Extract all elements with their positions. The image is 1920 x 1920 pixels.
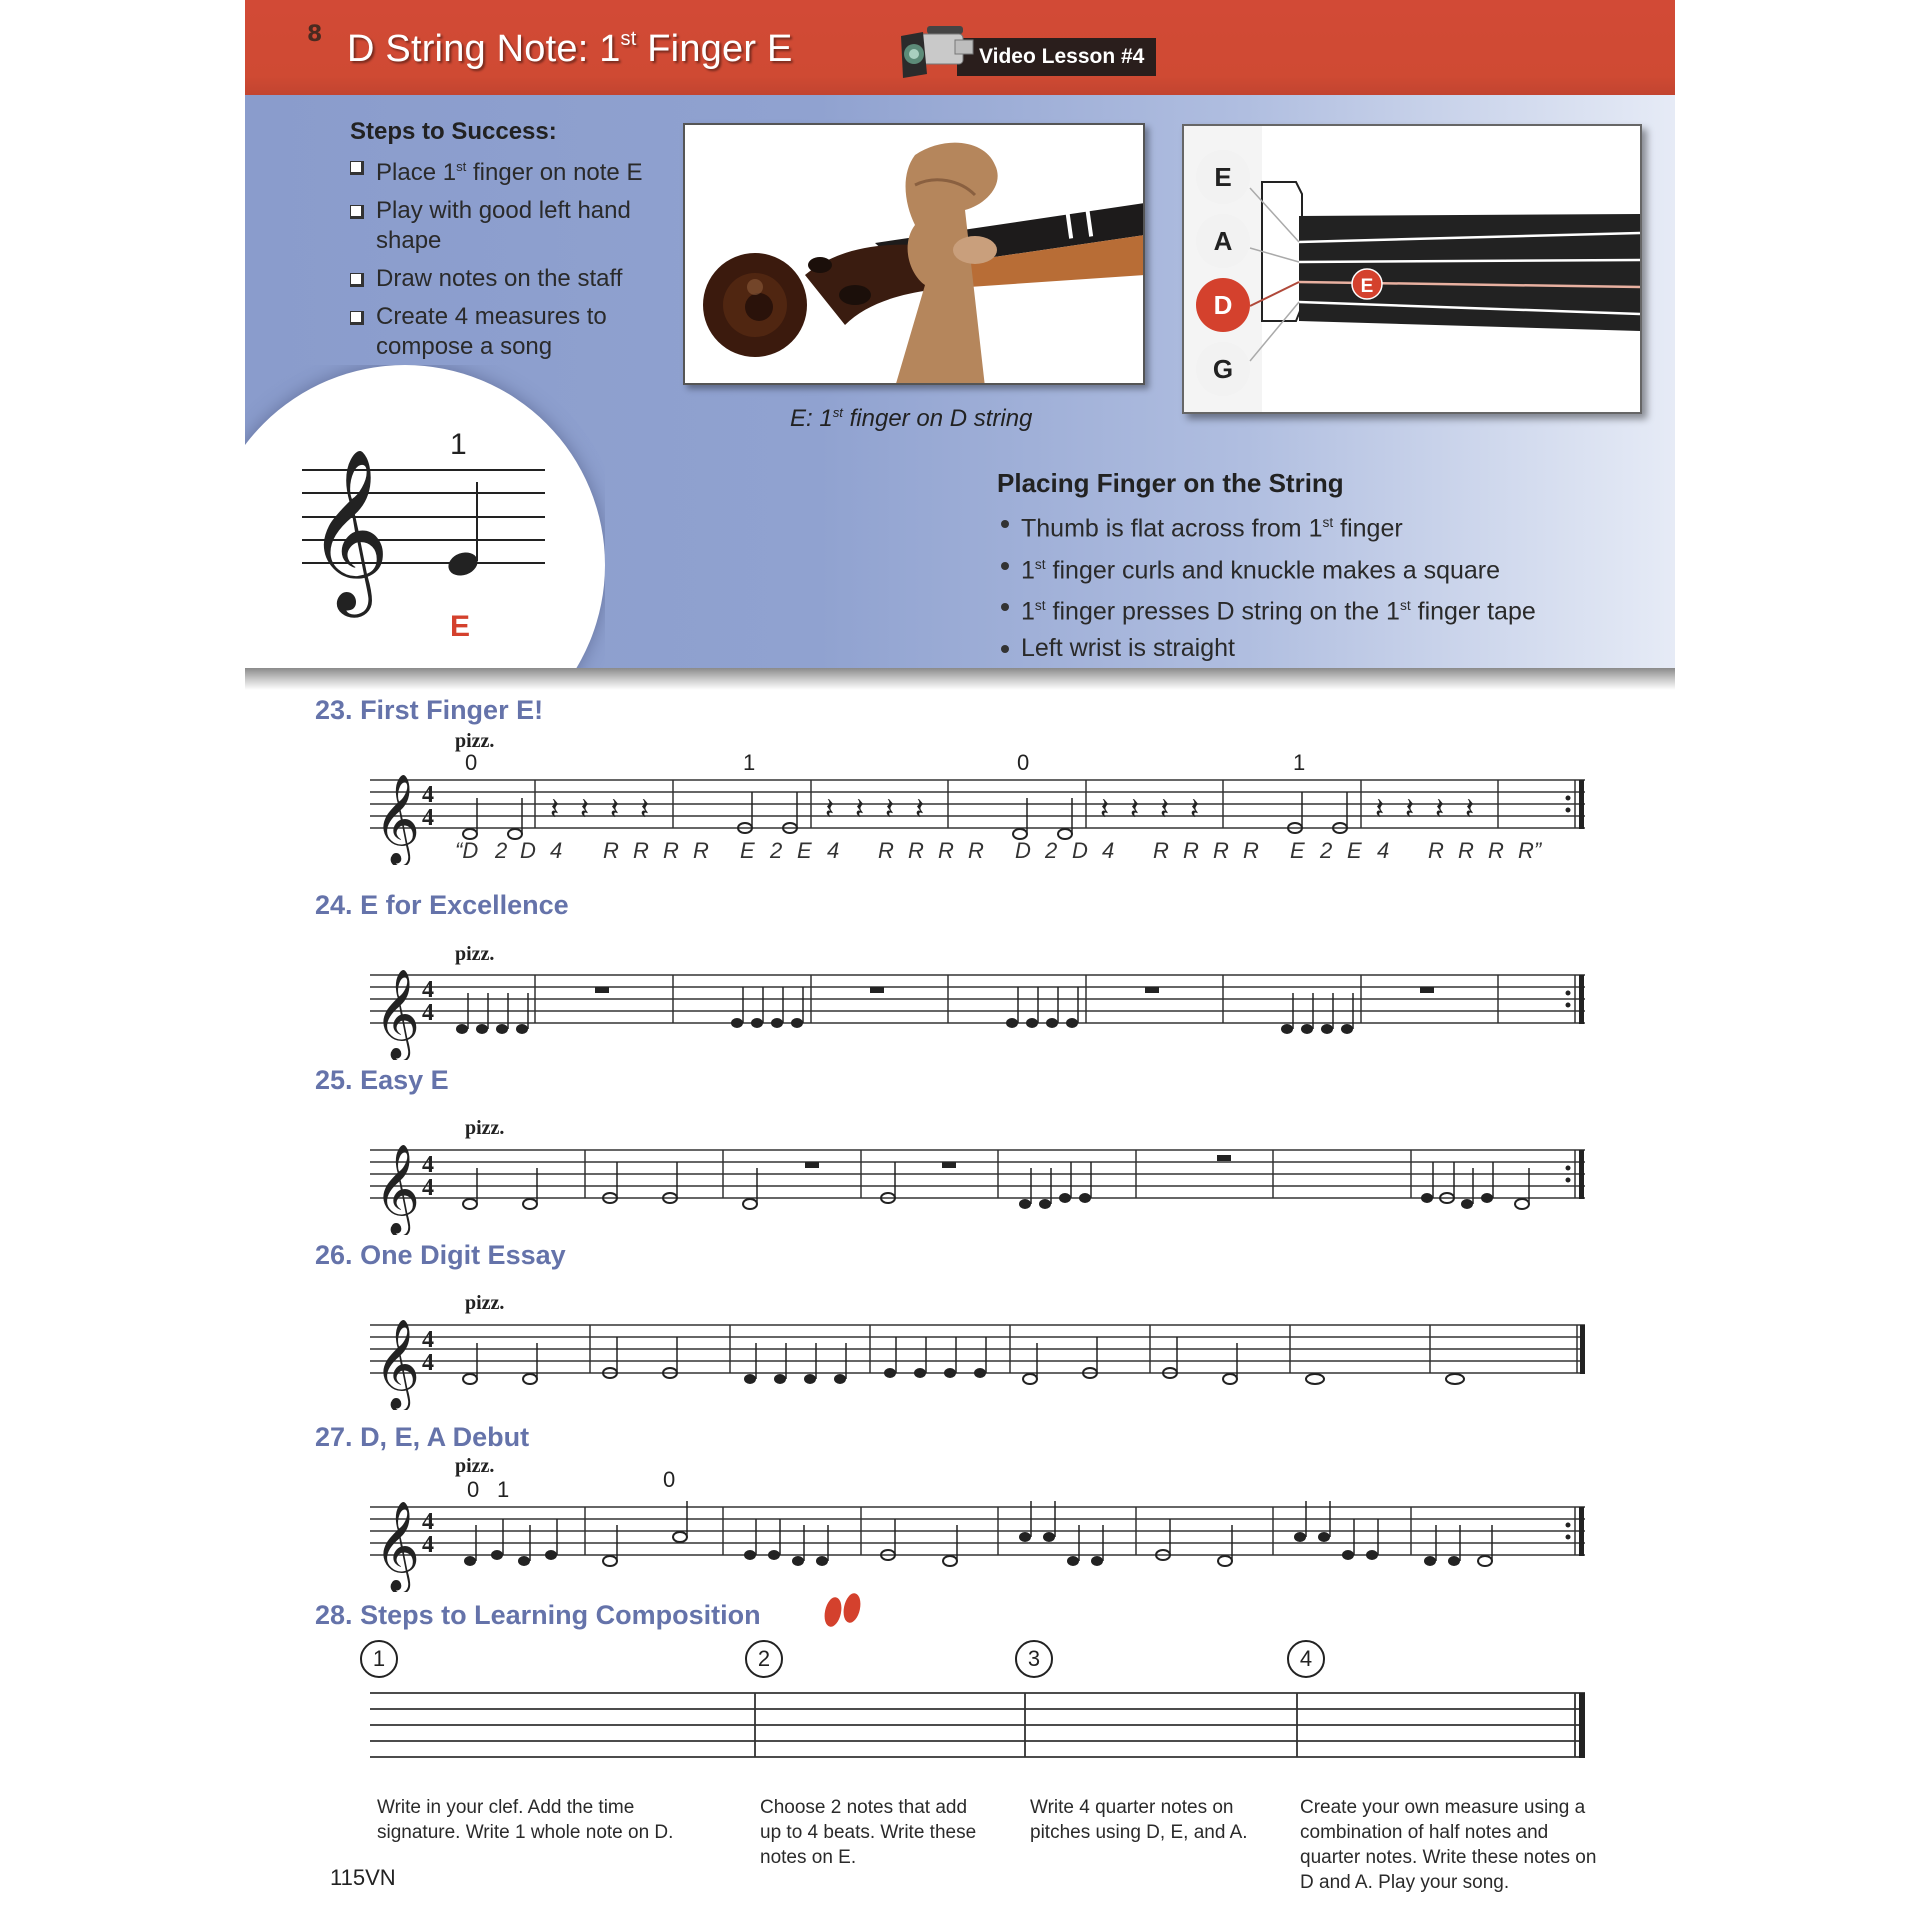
fingering: 1: [497, 1477, 510, 1502]
checklist-item[interactable]: Create 4 measures to compose a song: [350, 302, 670, 362]
svg-text:𝄽: 𝄽: [1100, 792, 1110, 827]
step-4-instructions: Create your own measure using a combination of half notes and quarter notes. Write these notes on D and A. Play your song.: [1300, 1797, 1597, 1893]
exercise-27-title: 27. D, E, A Debut: [315, 1422, 530, 1452]
exercise-25-title: 25. Easy E: [315, 1065, 449, 1095]
checkbox-icon[interactable]: [350, 161, 364, 175]
fingering: 0: [1017, 750, 1030, 775]
bullet-item: Thumb is flat across from 1st finger: [997, 505, 1597, 547]
svg-text:𝄞: 𝄞: [374, 1501, 421, 1591]
page-title: D String Note: 1st Finger E: [347, 28, 793, 70]
page-number: 8: [307, 22, 323, 47]
photo-caption: E: 1st finger on D string: [790, 405, 1033, 433]
counting-lyrics: “D 2 D 4 R R R R E 2 E 4 R R R R D 2 D 4 R R R R E 2 E 4 R R R R”: [455, 838, 1542, 863]
svg-text:𝄽: 𝄽: [1465, 792, 1475, 827]
bullet-item: Left wrist is straight: [997, 630, 1597, 666]
steps-heading: Steps to Success:: [350, 118, 557, 145]
placing-heading: Placing Finger on the String: [997, 468, 1344, 498]
svg-text:4: 4: [422, 805, 434, 831]
fingering: 1: [743, 750, 756, 775]
svg-text:4: 4: [422, 1532, 434, 1558]
checkbox-icon[interactable]: [350, 205, 364, 219]
svg-text:𝄽: 𝄽: [885, 792, 895, 827]
placing-finger-section: [997, 468, 1597, 666]
svg-text:𝄽: 𝄽: [915, 792, 925, 827]
string-label-e: E: [1196, 150, 1250, 204]
svg-text:𝄞: 𝄞: [374, 1144, 421, 1234]
string-label-d: D: [1196, 278, 1250, 332]
video-camera-icon: [897, 22, 977, 82]
checkbox-icon[interactable]: [350, 311, 364, 325]
pizz-marking: pizz.: [455, 943, 495, 965]
svg-text:𝄽: 𝄽: [855, 792, 865, 827]
svg-text:𝄽: 𝄽: [1405, 792, 1415, 827]
exercise-23-title: 23. First Finger E!: [315, 695, 544, 725]
blank-composition-staff[interactable]: [370, 1685, 1595, 1765]
exercise-27-staff: [370, 1482, 1590, 1592]
svg-text:4: 4: [422, 1175, 434, 1201]
violin-hand-illustration: [685, 125, 1145, 385]
svg-text:4: 4: [422, 1509, 434, 1535]
svg-text:𝄽: 𝄽: [1130, 792, 1140, 827]
footsteps-icon: [818, 1590, 868, 1640]
bullet-item: 1st finger presses D string on the 1st finger tape: [997, 588, 1597, 630]
svg-text:𝄽: 𝄽: [640, 792, 650, 827]
step-3-instructions: Write 4 quarter notes on pitches using D, E, and A.: [1030, 1797, 1248, 1843]
fingering: 1: [1293, 750, 1306, 775]
svg-text:𝄞: 𝄞: [374, 1319, 421, 1409]
checklist-item[interactable]: Play with good left hand shape: [350, 196, 670, 256]
step-number-3: 3: [1015, 1640, 1053, 1678]
string-label-g: G: [1196, 342, 1250, 396]
step-number-4: 4: [1287, 1640, 1325, 1678]
svg-text:4: 4: [422, 782, 434, 808]
checkbox-icon[interactable]: [350, 273, 364, 287]
note-reference: [245, 365, 605, 668]
svg-text:𝄽: 𝄽: [580, 792, 590, 827]
fingerboard-graphic: [1184, 126, 1642, 414]
svg-text:4: 4: [422, 1350, 434, 1376]
svg-text:4: 4: [422, 1000, 434, 1026]
svg-text:𝄽: 𝄽: [1190, 792, 1200, 827]
fingering: 0: [465, 750, 478, 775]
pizz-marking: pizz.: [455, 1455, 495, 1477]
checklist-item[interactable]: Place 1st finger on note E: [350, 152, 670, 188]
pizz-marking: pizz.: [465, 1292, 505, 1314]
violin-photo: [683, 123, 1145, 385]
svg-text:𝄞: 𝄞: [374, 969, 421, 1059]
treble-clef-icon: 𝄞: [307, 448, 390, 611]
step-1-instructions: Write in your clef. Add the time signature. Write 1 whole note on D.: [377, 1797, 674, 1843]
checklist-item[interactable]: Draw notes on the staff: [350, 264, 670, 294]
string-diagram: [1182, 124, 1642, 414]
exercise-25-staff: [370, 1125, 1590, 1235]
note-e-staff: [245, 365, 605, 668]
step-2-instructions: Choose 2 notes that add up to 4 beats. Write these notes on E.: [760, 1797, 977, 1868]
method-book-page: [245, 0, 1675, 1920]
title-banner: [245, 0, 1675, 95]
svg-text:𝄽: 𝄽: [550, 792, 560, 827]
svg-text:𝄞: 𝄞: [374, 774, 421, 864]
steps-to-success: [350, 118, 670, 370]
panel-shadow: [245, 668, 1675, 690]
pizz-marking: pizz.: [455, 730, 495, 752]
step-number-2: 2: [745, 1640, 783, 1678]
svg-text:E: E: [1360, 276, 1374, 297]
pizz-marking: pizz.: [465, 1117, 505, 1139]
video-lesson-label[interactable]: Video Lesson #4: [957, 38, 1156, 76]
svg-text:𝄽: 𝄽: [825, 792, 835, 827]
string-label-a: A: [1196, 214, 1250, 268]
catalog-code: 115VN: [330, 1865, 396, 1890]
finger-number: 1: [450, 428, 467, 461]
exercise-24-title: 24. E for Excellence: [315, 890, 569, 920]
exercise-24-staff: [370, 950, 1590, 1060]
svg-text:𝄽: 𝄽: [1160, 792, 1170, 827]
step-number-1: 1: [360, 1640, 398, 1678]
svg-text:𝄽: 𝄽: [1375, 792, 1385, 827]
svg-text:𝄽: 𝄽: [610, 792, 620, 827]
exercise-28-title: 28. Steps to Learning Composition: [315, 1600, 761, 1630]
svg-text:𝄽: 𝄽: [1435, 792, 1445, 827]
fingering: 0: [467, 1477, 480, 1502]
exercise-26-staff: [370, 1300, 1590, 1410]
video-lesson-badge[interactable]: [897, 22, 1217, 78]
fingering: 0: [663, 1467, 676, 1492]
svg-text:4: 4: [422, 977, 434, 1003]
svg-text:4: 4: [422, 1152, 434, 1178]
note-name: E: [450, 610, 471, 643]
exercise-26-title: 26. One Digit Essay: [315, 1240, 566, 1270]
svg-text:4: 4: [422, 1327, 434, 1353]
bullet-item: 1st finger curls and knuckle makes a square: [997, 547, 1597, 589]
